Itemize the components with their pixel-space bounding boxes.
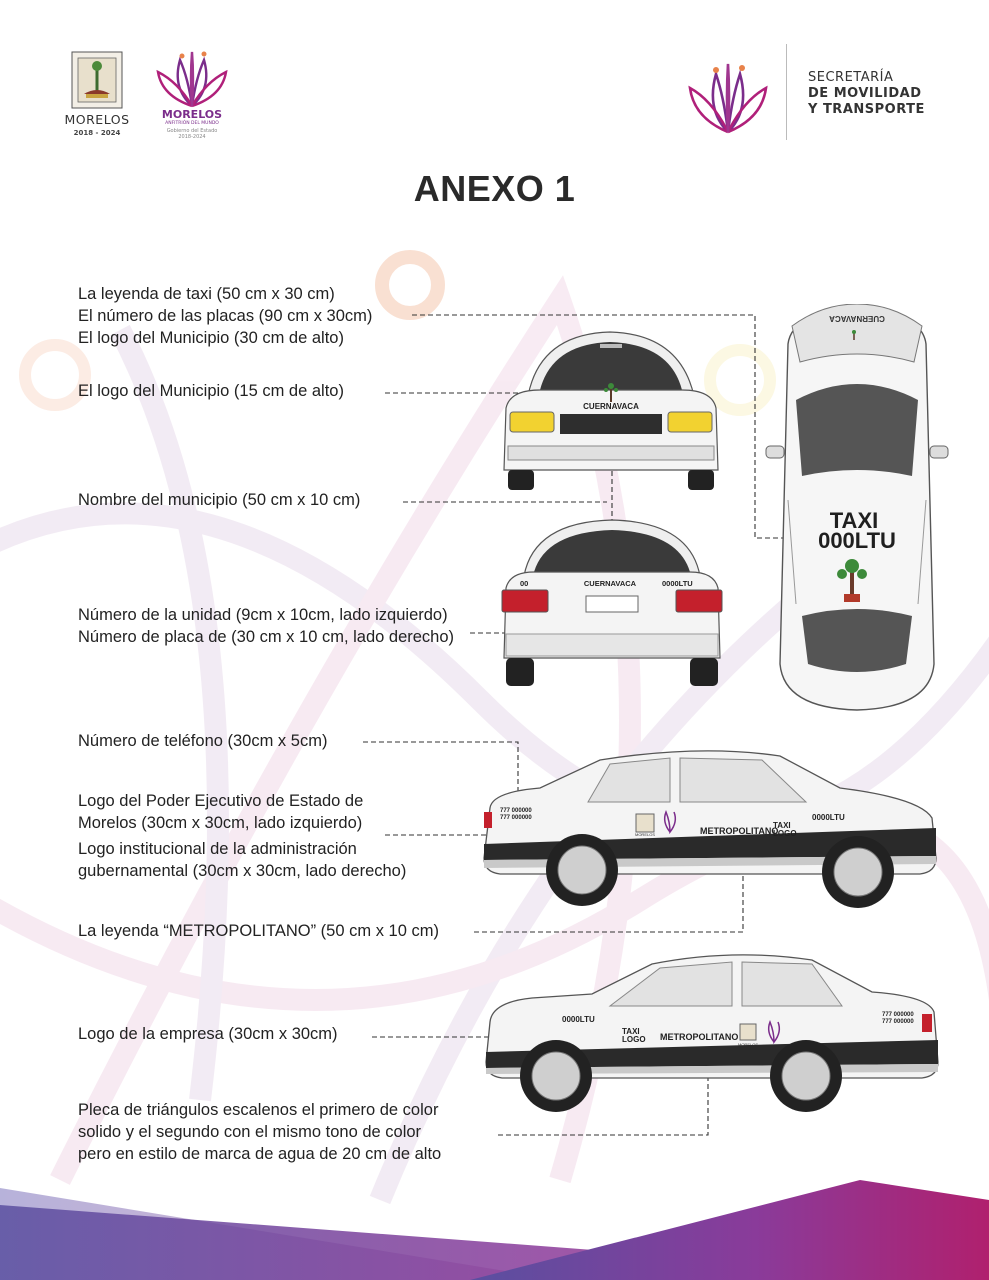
state-name: MORELOS — [64, 112, 130, 127]
roof-plate-text: 000LTU — [818, 528, 896, 553]
side1-taxi-logo-2: LOGO — [773, 829, 797, 838]
label-unit-number: Número de la unidad (9cm x 10cm, lado izquierdo) — [78, 606, 448, 624]
label-plate-number: Número de placa de (30 cm x 10 cm, lado derecho) — [78, 628, 455, 646]
rear-plate-text: 0000LTU — [662, 579, 693, 588]
label-municipio-logo-30: El logo del Municipio (30 cm de alto) — [78, 329, 344, 347]
side2-phone2: 777 000000 — [882, 1019, 914, 1025]
side2-mini-morelos: MORELOS — [737, 1042, 759, 1047]
label-exec-logo-2: Morelos (30cm x 30cm, lado izquierdo) — [78, 814, 363, 832]
car-rear-view — [500, 518, 724, 688]
gov-tagline: ANFITRIÓN DEL MUNDO — [165, 121, 219, 126]
side1-exec-logo — [636, 814, 654, 832]
page-title: ANEXO 1 — [413, 168, 576, 209]
label-municipio-logo-15: El logo del Municipio (15 cm de alto) — [78, 382, 344, 400]
rear-unit-text: 00 — [520, 579, 529, 588]
label-stripe-3: pero en estilo de marca de agua de 20 cm de alto — [78, 1145, 442, 1163]
side1-mini-morelos: MORELOS — [634, 832, 656, 837]
label-municipio-name: Nombre del municipio (50 cm x 10 cm) — [78, 491, 361, 509]
rear-city-text: CUERNAVACA — [583, 579, 637, 588]
car-front-view — [500, 328, 722, 492]
label-exec-logo-1: Logo del Poder Ejecutivo de Estado de — [78, 792, 364, 810]
state-years: 2018 - 2024 — [73, 129, 121, 137]
label-stripe-1: Pleca de triángulos escalenos el primero de color — [78, 1101, 439, 1119]
secretaria-line2: DE MOVILIDAD — [808, 86, 922, 101]
label-phone: Número de teléfono (30cm x 5cm) — [78, 732, 328, 750]
side2-metropolitano: METROPOLITANO — [660, 1032, 739, 1042]
car-side-view-2 — [482, 952, 942, 1112]
side1-metropolitano: METROPOLITANO — [700, 826, 779, 836]
side2-phone1: 777 000000 — [882, 1012, 914, 1018]
label-metropolitano: La leyenda “METROPOLITANO” (50 cm x 10 cm) — [78, 922, 439, 940]
label-company-logo: Logo de la empresa (30cm x 30cm) — [78, 1025, 338, 1043]
side1-taxi-logo-1: TAXI — [773, 821, 791, 830]
label-inst-logo-1: Logo institucional de la administración — [78, 840, 357, 858]
label-plates-number: El número de las placas (90 cm x 30cm) — [78, 307, 373, 325]
side1-phone2: 777 000000 — [500, 815, 532, 821]
car-side-view-1 — [480, 748, 942, 908]
side1-plate: 0000LTU — [812, 813, 845, 822]
gov-sub2: 2018-2024 — [178, 134, 206, 140]
roof-taxi-text: TAXI — [829, 508, 879, 533]
gov-sub1: Gobierno del Estado — [166, 128, 218, 134]
secretaria-line1: SECRETARÍA — [808, 70, 894, 85]
side1-phone1: 777 000000 — [500, 808, 532, 814]
side2-taxi-logo-1: TAXI — [622, 1027, 640, 1036]
gov-name: MORELOS — [161, 108, 223, 121]
label-taxi-legend: La leyenda de taxi (50 cm x 30 cm) — [78, 285, 335, 303]
label-inst-logo-2: gubernamental (30cm x 30cm, lado derecho) — [78, 862, 407, 880]
car-top-view — [762, 304, 952, 714]
front-city-text: CUERNAVACA — [583, 402, 639, 411]
side2-plate: 0000LTU — [562, 1015, 595, 1024]
side2-taxi-logo-2: LOGO — [622, 1035, 646, 1044]
top-city-text: CUERNAVACA — [829, 314, 885, 323]
side2-exec-logo — [740, 1024, 756, 1040]
secretaria-line3: Y TRANSPORTE — [808, 102, 925, 117]
label-stripe-2: solido y el segundo con el mismo tono de color — [78, 1123, 422, 1141]
